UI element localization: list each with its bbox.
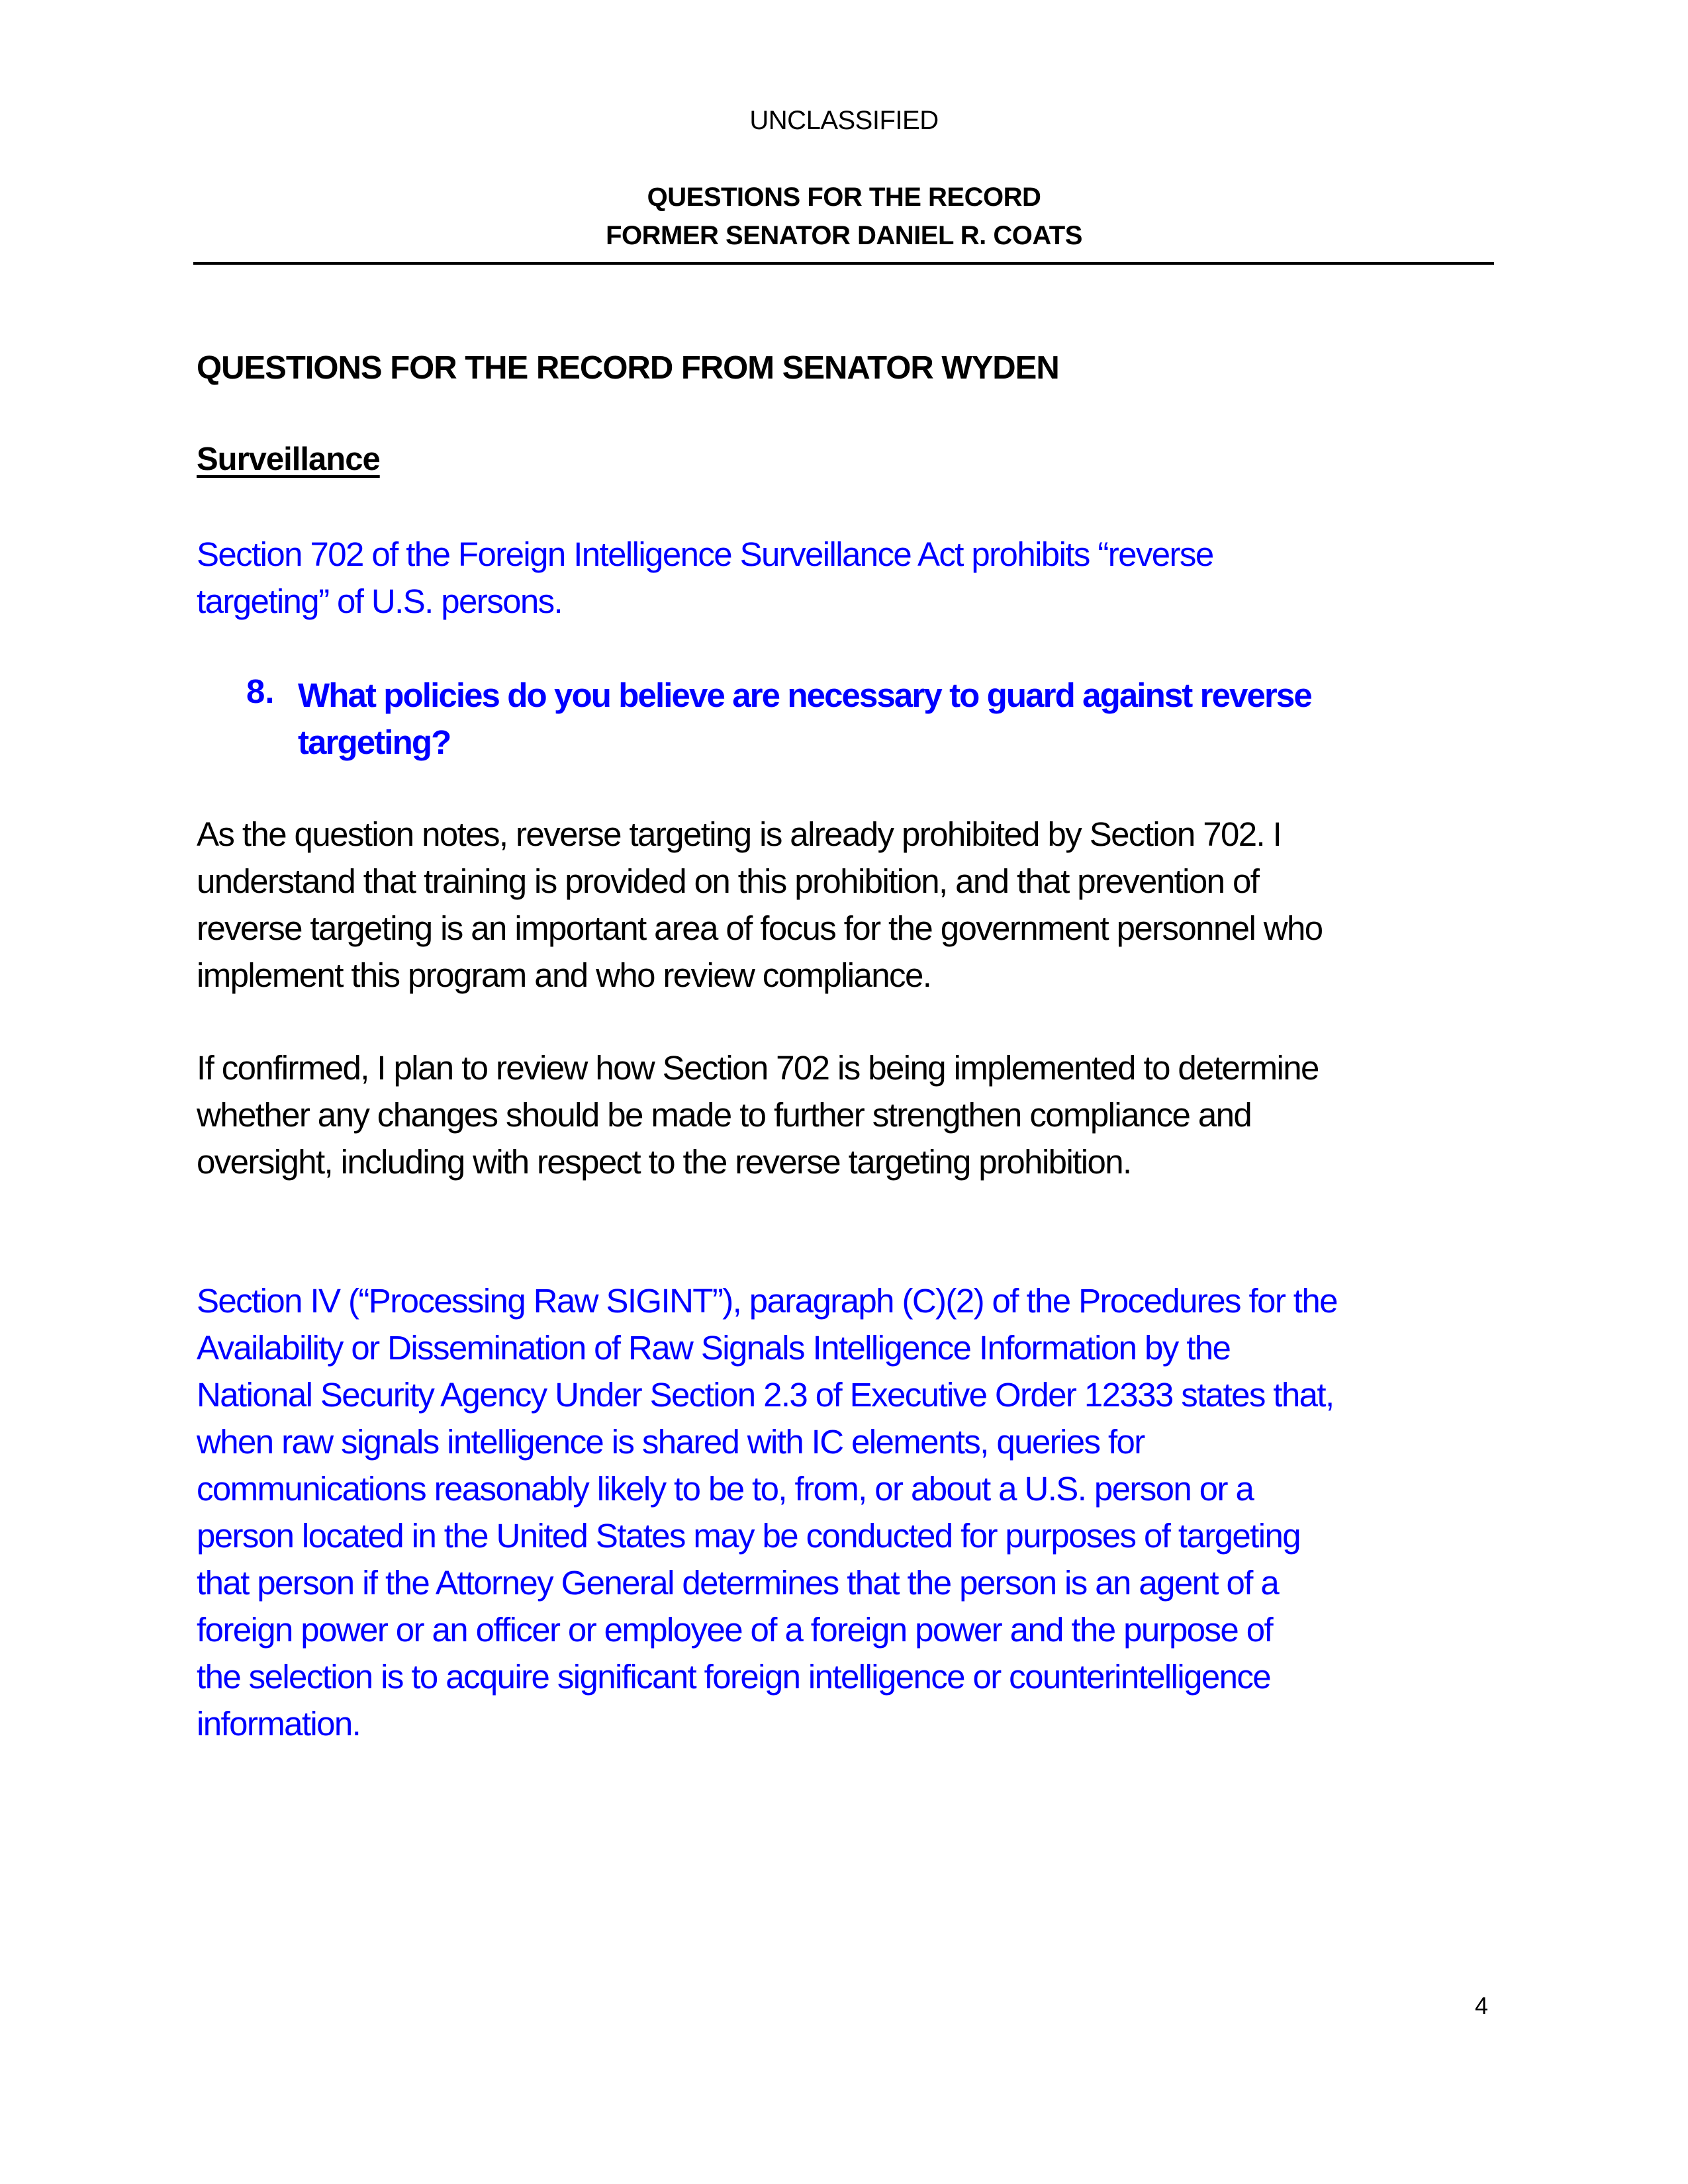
paragraph-line: when raw signals intelligence is shared with IC elements, queries for	[197, 1423, 1145, 1461]
classification-marking: UNCLASSIFIED	[749, 106, 939, 135]
question-line: What policies do you believe are necessary to guard against reverse	[298, 676, 1311, 714]
paragraph-line: targeting” of U.S. persons.	[197, 582, 563, 620]
paragraph-line: Section IV (“Processing Raw SIGINT”), paragraph (C)(2) of the Procedures for the	[197, 1282, 1337, 1320]
question-number: 8.	[246, 672, 275, 710]
question-line: targeting?	[298, 723, 451, 761]
paragraph-line: implement this program and who review compliance.	[197, 956, 931, 994]
header-divider	[193, 262, 1494, 265]
paragraph-line: As the question notes, reverse targeting is already prohibited by Section 702. I	[197, 815, 1282, 853]
question-text	[298, 672, 1311, 766]
paragraph-line: Availability or Dissemination of Raw Signals Intelligence Information by the	[197, 1329, 1231, 1367]
paragraph-line: foreign power or an officer or employee of a foreign power and the purpose of	[197, 1611, 1273, 1649]
section-heading: QUESTIONS FOR THE RECORD FROM SENATOR WYDEN	[197, 350, 1059, 386]
paragraph-line: information.	[197, 1705, 361, 1743]
paragraph-line: If confirmed, I plan to review how Section 702 is being implemented to determine	[197, 1049, 1319, 1087]
answer-paragraph-2	[197, 1044, 1319, 1185]
answer-paragraph-1	[197, 811, 1323, 999]
paragraph-line: that person if the Attorney General determines that the person is an agent of a	[197, 1564, 1279, 1602]
intro-context-paragraph	[197, 531, 1213, 625]
subheading-surveillance: Surveillance	[197, 441, 380, 477]
page-number: 4	[1475, 1992, 1489, 2019]
paragraph-line: person located in the United States may be conducted for purposes of targeting	[197, 1517, 1300, 1555]
paragraph-line: reverse targeting is an important area of focus for the government personnel who	[197, 909, 1323, 947]
paragraph-line: the selection is to acquire significant foreign intelligence or counterintelligence	[197, 1658, 1271, 1696]
paragraph-line: understand that training is provided on this prohibition, and that prevention of	[197, 862, 1259, 900]
second-context-paragraph	[197, 1277, 1337, 1747]
header-title-line-1: QUESTIONS FOR THE RECORD	[647, 183, 1041, 212]
paragraph-line: National Security Agency Under Section 2.3 of Executive Order 12333 states that,	[197, 1376, 1334, 1414]
paragraph-line: Section 702 of the Foreign Intelligence Surveillance Act prohibits “reverse	[197, 535, 1213, 573]
paragraph-line: oversight, including with respect to the reverse targeting prohibition.	[197, 1143, 1131, 1181]
paragraph-line: communications reasonably likely to be to, from, or about a U.S. person or a	[197, 1470, 1254, 1508]
paragraph-line: whether any changes should be made to further strengthen compliance and	[197, 1096, 1252, 1134]
header-title-line-2: FORMER SENATOR DANIEL R. COATS	[606, 221, 1082, 250]
